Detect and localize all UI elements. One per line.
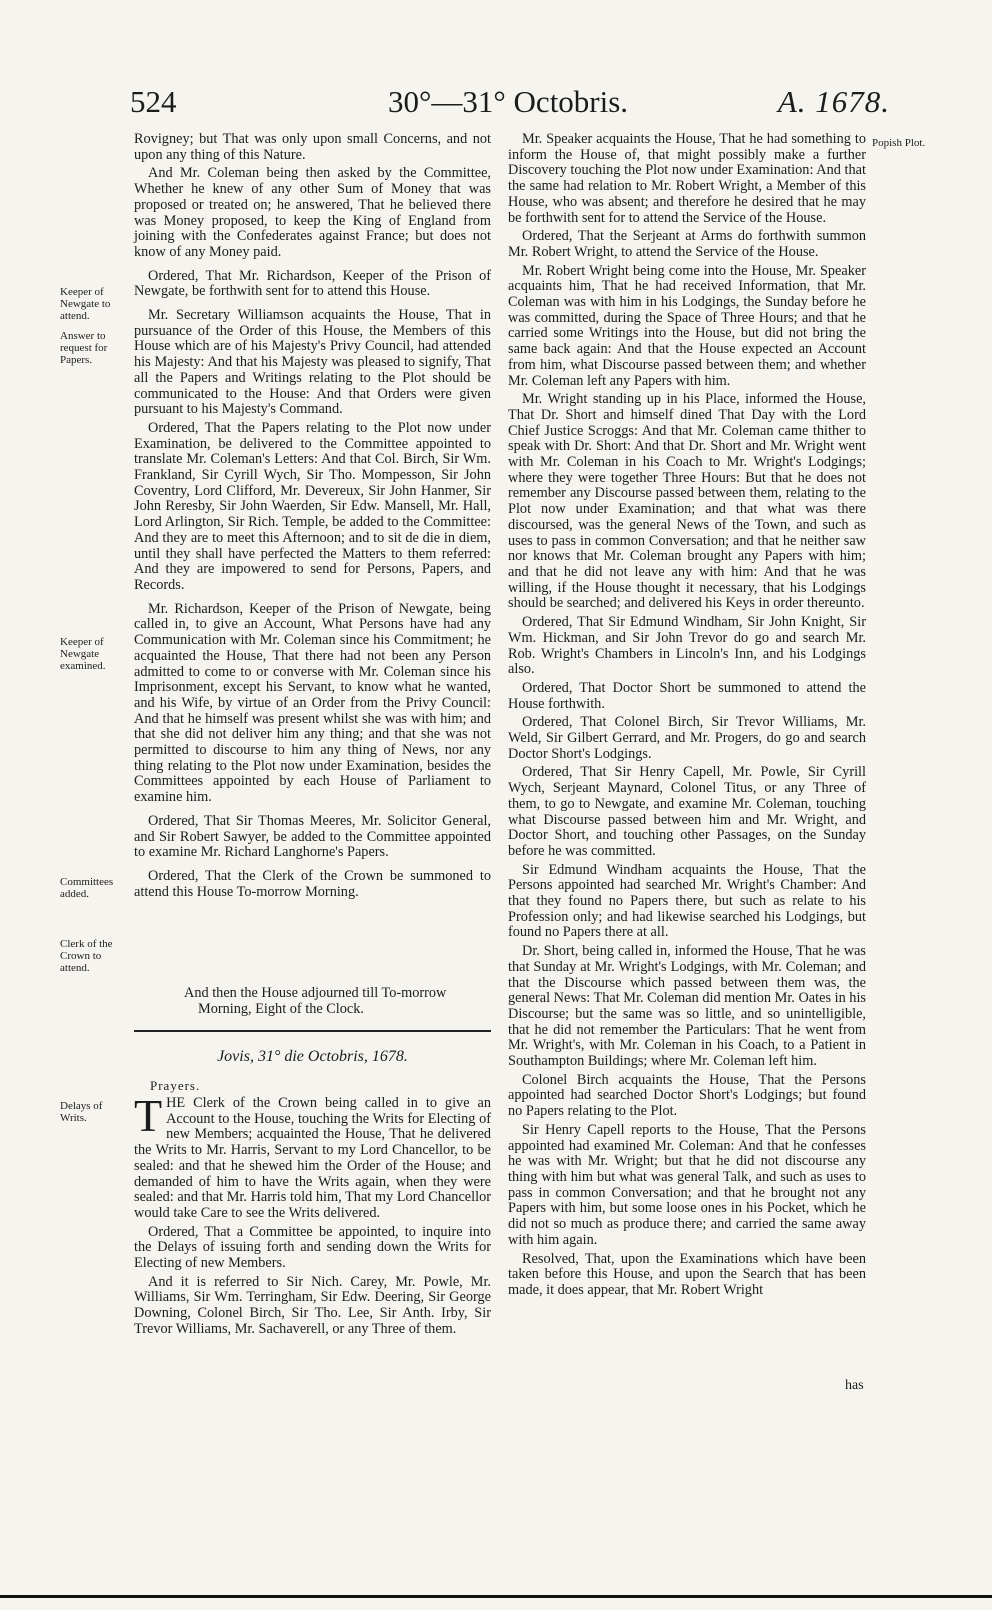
page-number: 524 (130, 84, 177, 119)
paragraph: Mr. Richardson, Keeper of the Prison of Newgate, being called in, to give an Account, What Persons have had any Communication with Mr. Coleman since his Commitment; he acquainted the House, That there had not been any Person admitted to come to or converse with Mr. Coleman since his Imprisonment, except his Servant, to know what he wanted, and his Wife, by virtue of an Order from the Privy Council: And that he himself was present whilst she was with him; and that she did not deliver him any thing; and that she was not permitted to discourse to him any thing of News, nor any thing relating to the Plot now under Examination, besides the Committees appointed by each House of Parliament to examine him. (134, 600, 491, 806)
margin-note: Answer to request for Papers. (60, 330, 108, 366)
adjournment-line: Morning, Eight of the Clock. (198, 1001, 364, 1017)
section-rule (134, 1030, 491, 1032)
paragraph: Ordered, That Sir Thomas Meeres, Mr. Solicitor General, and Sir Robert Sawyer, be added to the Committee appointed to examine Mr. Richard Langhorne's Papers. (134, 812, 491, 861)
drop-cap: T (134, 1090, 163, 1141)
paragraph: Sir Henry Capell reports to the House, That the Persons appointed had examined Mr. Coleman: And that he confesses he was with Mr. Wright; but that he did not discourse any thing with him but what was general Talk, and such as uses to pass in common Conversation; and that he brought not any Papers with him, but some loose ones in his Pocket, which he did not so much as produce there; and carried the same away with him again. (508, 1121, 866, 1248)
paragraph: And Mr. Coleman being then asked by the Committee, Whether he knew of any other Sum of Money that was proposed or treated on; he answered, That he believed there was Money proposed, to keep the King of England from joining with the Confederates against France; but does not know of any Money paid. (134, 165, 491, 260)
margin-note: Keeper of Newgate to attend. (60, 286, 111, 322)
header-year: A. 1678. (777, 84, 890, 119)
session-heading: Jovis, 31° die Octobris, 1678. (217, 1048, 408, 1065)
paragraph: Ordered, That Doctor Short be summoned to attend the House forthwith. (508, 679, 866, 712)
paragraph: Ordered, That Sir Henry Capell, Mr. Powle, Sir Cyrill Wych, Serjeant Maynard, Colonel Titus, or any Three of them, to go to Newgate, and examine Mr. Coleman, touching what Discourse passed between him and Mr. Wright, and Doctor Short, and touching other Passages, on the Sunday before he was committed. (508, 764, 866, 859)
running-header (130, 84, 890, 126)
margin-note: Popish Plot. (872, 137, 926, 149)
margin-note: Committees added. (60, 876, 114, 900)
right-column (508, 132, 866, 1302)
prayers-heading: Prayers. (150, 1078, 201, 1093)
paragraph: Mr. Secretary Williamson acquaints the House, That in pursuance of the Order of this House, the Members of this House which are of his Majesty's Privy Council, had attended his Majesty: And that his Majesty was pleased to signify, That all the Papers and Writings relating to the Plot should be communicated to the House: And that Orders were given pursuant to his Majesty's Command. (134, 307, 491, 418)
adjournment (134, 985, 491, 1017)
header-dates: 30°—31° Octobris. (388, 84, 629, 119)
margin-note: Clerk of the Crown to attend. (60, 938, 113, 974)
paragraph: HE Clerk of the Crown being called in to give an Account to the House, touching the Writs for Electing of new Members; acquainted the House, That he delivered the Writs to Mr. Harris, Servant to my Lord Chancellor, to be sealed: and that he shewed him the Order of the House; and demanded of him to have the Writs again, when they were sealed: and that Mr. Harris told him, That my Lord Chancellor would take Care to see the Writs delivered. (134, 1095, 491, 1221)
paragraph: Ordered, That Sir Edmund Windham, Sir John Knight, Sir Wm. Hickman, and Sir John Trevor do go and search Mr. Rob. Wright's Chambers in Lincoln's Inn, and his Lodgings also. (508, 614, 866, 678)
paragraph: Dr. Short, being called in, informed the House, That he was that Sunday at Mr. Wright's Lodgings, with Mr. Coleman; and that the Discourse which passed between them was, the general News: That Mr. Coleman did mention Mr. Oates in his Discourse; but the same was so little, and so unintelligible, that he did not remember the Particulars: That he went from Mr. Wright's, with Mr. Coleman in his Coach, to a Patient in Southampton Buildings; where Mr. Coleman left him. (508, 943, 866, 1070)
paragraph: Colonel Birch acquaints the House, That the Persons appointed had searched Doctor Short's Lodgings; but found no Papers relating to the Plot. (508, 1071, 866, 1120)
paragraph: Ordered, That the Papers relating to the Plot now under Examination, be delivered to the Committee appointed to translate Mr. Coleman's Letters: And that Col. Birch, Sir Wm. Frankland, Sir Cyrill Wych, Sir Tho. Mompesson, Sir John Coventry, Lord Clifford, Mr. Devereux, Sir John Hanmer, Sir John Reresby, Sir John Waerden, Sir Edw. Mansell, Mr. Hall, Lord Arlington, Sir Rich. Temple, be added to the Committee: And they are to meet this Afternoon; and to sit de die in diem, until they shall have perfected the Matters to them referred: And they are impowered to send for Persons, Papers, and Records. (134, 419, 491, 593)
left-column (134, 132, 491, 903)
adjournment-line: And then the House adjourned till To-morrow (184, 985, 447, 1001)
paragraph: Ordered, That Colonel Birch, Sir Trevor Williams, Mr. Weld, Sir Gilbert Gerrard, and Mr. Progers, do go and search Doctor Short's Lodgings. (508, 714, 866, 762)
paragraph: Mr. Wright standing up in his Place, informed the House, That Dr. Short and himself dined That Day with the Lord Chief Justice Scroggs: And that Mr. Coleman came thither to speak with Dr. Short: And that Dr. Short and Mr. Wright went with Mr. Coleman in his Coach to Mr. Wright's Lodgings; where they were together Three Hours: But that he does not remember any Discourse passed between them, relating to the Plot now under Examination; and that what was there discoursed, was the general News of the Town, and such as uses to pass in common Conversation; and that he neither saw nor knows that Mr. Coleman brought any Papers with him; and that he did not leave any with him: And that he was willing, if the House thought it necessary, that his Lodgings should be searched; and delivered his Keys in order thereunto. (508, 391, 866, 612)
catchword: has (845, 1378, 864, 1393)
paragraph: And it is referred to Sir Nich. Carey, Mr. Powle, Mr. Williams, Sir Wm. Terringham, Sir Edw. Deering, Sir George Downing, Colonel Birch, Sir Tho. Lee, Sir Anth. Irby, Sir Trevor Williams, Mr. Sachaverell, or any Three of them. (134, 1273, 491, 1337)
margin-note: Keeper of Newgate examined. (60, 636, 106, 672)
paragraph: Ordered, That the Clerk of the Crown be summoned to attend this House To-morrow Morning. (134, 867, 491, 900)
scan-edge (0, 1595, 992, 1598)
paragraph: Resolved, That, upon the Examinations which have been taken before this House, and upon the Search that has been made, it does appear, that Mr. Robert Wright (508, 1250, 866, 1298)
paragraph: Mr. Speaker acquaints the House, That he had something to inform the House of, that might possibly make a further Discovery touching the Plot now under Examination: And that the same had relation to Mr. Robert Wright, a Member of this House, who was absent; and therefore he desired that he may be forthwith sent for to attend the Service of the House. (508, 131, 866, 226)
margin-note: Delays of Writs. (60, 1100, 103, 1124)
paragraph: Rovigney; but That was only upon small Concerns, and not upon any thing of this Nature. (134, 131, 491, 163)
paragraph: Sir Edmund Windham acquaints the House, That the Persons appointed had searched Mr. Wright's Chamber: And that they found no Papers there, but such as relate to his Profession only; and had likewise searched his Lodgings, but found no Papers there at all. (508, 861, 866, 941)
paragraph: Ordered, That Mr. Richardson, Keeper of the Prison of Newgate, be forthwith sent for to attend this House. (134, 267, 491, 300)
paragraph: Mr. Robert Wright being come into the House, Mr. Speaker acquaints him, That he had received Information, that Mr. Coleman was with him in his Lodgings, the Sunday before he was committed, during the Space of Three Hours; and that he carried some Writings into the House, but did not bring the same back again: And that the House expected an Account from him, what Discourse passed between them; and whether Mr. Coleman left any Papers with him. (508, 262, 866, 389)
paragraph: Ordered, That the Serjeant at Arms do forthwith summon Mr. Robert Wright, to attend the Service of the House. (508, 228, 866, 260)
left-column-lower (134, 1090, 491, 1341)
paragraph: Ordered, That a Committee be appointed, to inquire into the Delays of issuing forth and sending down the Writs for Electing of new Members. (134, 1223, 491, 1272)
